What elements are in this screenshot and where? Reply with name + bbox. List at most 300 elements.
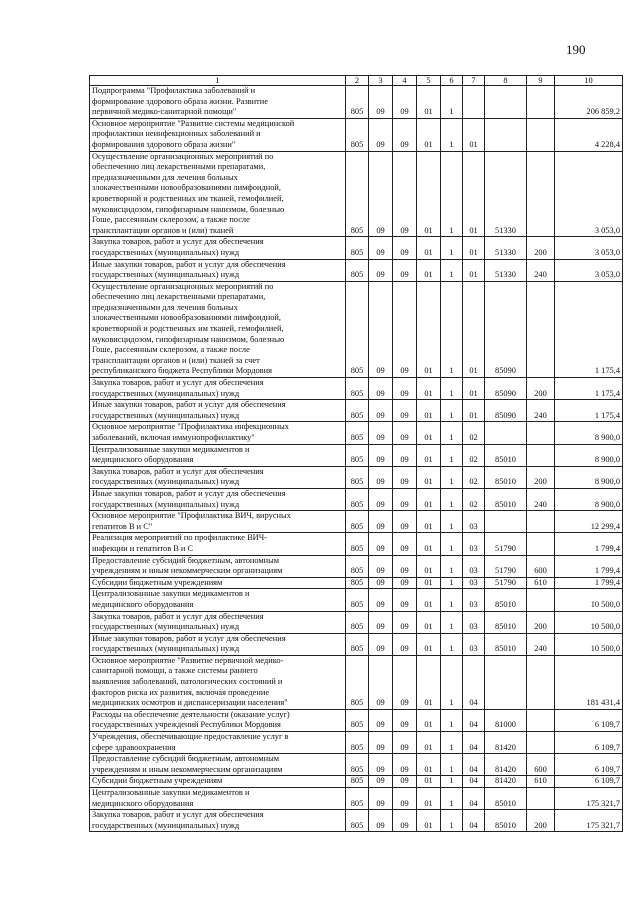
- cell-code: 09: [369, 466, 393, 488]
- cell-code: 240: [527, 633, 555, 655]
- table-row: [90, 259, 623, 281]
- table-row: [90, 788, 623, 810]
- cell-code: 85010: [485, 633, 527, 655]
- cell-code: 04: [463, 709, 485, 731]
- cell-code: 1: [441, 633, 463, 655]
- cell-code: 01: [417, 709, 441, 731]
- cell-code: 200: [527, 810, 555, 832]
- row-name: Осуществление организационных мероприятий по обеспечению лиц лекарственными препаратами, предназначенными для лечения больных злокачественными новообразованиями лимфоидной, кроветворной и родственных им тканей, гемофилией, муковисцидозом, гипофизарным нанизмом, болезнью Гоше, рассеянным склерозом, а также после трансплантации органов и (или) тканей: [90, 151, 346, 237]
- cell-code: 85010: [485, 788, 527, 810]
- cell-code: 04: [463, 810, 485, 832]
- cell-code: 01: [417, 732, 441, 754]
- row-name: Предоставление субсидий бюджетным, автономным учреждениям и иным некоммерческим организациям: [90, 754, 346, 776]
- cell-code: [527, 444, 555, 466]
- cell-code: 09: [393, 422, 417, 444]
- cell-code: 02: [463, 422, 485, 444]
- cell-amount: 1 799,4: [555, 533, 623, 555]
- cell-code: 1: [441, 118, 463, 151]
- column-header: 7: [463, 76, 485, 86]
- cell-code: 1: [441, 259, 463, 281]
- table-row: [90, 118, 623, 151]
- budget-table: [89, 75, 623, 832]
- cell-code: 09: [369, 444, 393, 466]
- cell-code: 81000: [485, 709, 527, 731]
- cell-code: 09: [393, 788, 417, 810]
- cell-code: 01: [417, 776, 441, 788]
- cell-code: 09: [393, 655, 417, 709]
- cell-amount: 1 175,4: [555, 378, 623, 400]
- cell-code: 51790: [485, 533, 527, 555]
- cell-code: 805: [346, 400, 369, 422]
- table-row: [90, 633, 623, 655]
- cell-code: 01: [463, 151, 485, 237]
- row-name: Основное мероприятие "Развитие системы медицинской профилактики неинфекционных заболеваний и формирования здорового образа жизни": [90, 118, 346, 151]
- cell-code: [527, 589, 555, 611]
- cell-amount: 10 500,0: [555, 611, 623, 633]
- cell-code: 51330: [485, 259, 527, 281]
- cell-code: 04: [463, 776, 485, 788]
- cell-code: 805: [346, 488, 369, 510]
- cell-code: 1: [441, 444, 463, 466]
- cell-code: 240: [527, 400, 555, 422]
- cell-code: 09: [393, 732, 417, 754]
- cell-code: 51330: [485, 151, 527, 237]
- cell-code: 09: [393, 589, 417, 611]
- cell-code: 805: [346, 118, 369, 151]
- cell-code: 09: [393, 444, 417, 466]
- cell-code: [527, 533, 555, 555]
- cell-code: 03: [463, 555, 485, 577]
- table-row: [90, 577, 623, 589]
- cell-code: 805: [346, 237, 369, 259]
- cell-code: 02: [463, 488, 485, 510]
- cell-code: 09: [369, 422, 393, 444]
- table-row: [90, 511, 623, 533]
- cell-code: 240: [527, 259, 555, 281]
- cell-code: 09: [393, 754, 417, 776]
- cell-code: 805: [346, 86, 369, 119]
- cell-code: 85090: [485, 378, 527, 400]
- cell-code: 01: [417, 788, 441, 810]
- table-row: [90, 611, 623, 633]
- cell-amount: 206 859,2: [555, 86, 623, 119]
- cell-code: 01: [417, 611, 441, 633]
- table-row: [90, 86, 623, 119]
- row-name: Основное мероприятие "Профилактика ВИЧ, вирусных гепатитов В и С": [90, 511, 346, 533]
- cell-amount: 3 053,0: [555, 259, 623, 281]
- row-name: Основное мероприятие "Развитие первичной медико- санитарной помощи, а также системы раннего выявления заболеваний, патологических состояний и факторов риска их развития, включая проведение медицинских осмотров и диспансеризации населения": [90, 655, 346, 709]
- cell-code: 1: [441, 611, 463, 633]
- cell-code: 1: [441, 810, 463, 832]
- cell-amount: 1 799,4: [555, 555, 623, 577]
- cell-code: 09: [369, 732, 393, 754]
- cell-code: 01: [417, 488, 441, 510]
- cell-amount: 8 900,0: [555, 466, 623, 488]
- row-name: Закупка товаров, работ и услуг для обеспечения государственных (муниципальных) нужд: [90, 237, 346, 259]
- cell-code: 01: [463, 281, 485, 377]
- cell-code: 03: [463, 633, 485, 655]
- cell-code: 09: [369, 788, 393, 810]
- cell-code: 805: [346, 378, 369, 400]
- cell-code: 1: [441, 281, 463, 377]
- row-name: Расходы на обеспечение деятельности (оказание услуг) государственных учреждений Республики Мордовия: [90, 709, 346, 731]
- cell-code: 805: [346, 444, 369, 466]
- cell-code: 09: [393, 633, 417, 655]
- column-header: 1: [90, 76, 346, 86]
- table-row: [90, 400, 623, 422]
- cell-code: [485, 86, 527, 119]
- column-header: 5: [417, 76, 441, 86]
- cell-code: 805: [346, 655, 369, 709]
- cell-code: 805: [346, 422, 369, 444]
- table-row: [90, 151, 623, 237]
- column-header: 9: [527, 76, 555, 86]
- row-name: Иные закупки товаров, работ и услуг для обеспечения государственных (муниципальных) нужд: [90, 488, 346, 510]
- cell-code: 805: [346, 732, 369, 754]
- cell-code: 09: [369, 86, 393, 119]
- cell-code: 805: [346, 754, 369, 776]
- cell-code: 01: [417, 810, 441, 832]
- cell-code: 09: [393, 259, 417, 281]
- cell-code: 04: [463, 732, 485, 754]
- cell-code: 09: [393, 281, 417, 377]
- cell-code: 805: [346, 151, 369, 237]
- cell-code: 805: [346, 810, 369, 832]
- cell-code: 09: [393, 776, 417, 788]
- cell-code: 09: [369, 237, 393, 259]
- cell-code: 03: [463, 589, 485, 611]
- cell-code: 1: [441, 422, 463, 444]
- cell-code: 805: [346, 589, 369, 611]
- table-row: [90, 444, 623, 466]
- cell-code: 1: [441, 151, 463, 237]
- table-row: [90, 466, 623, 488]
- cell-code: 1: [441, 776, 463, 788]
- row-name: Осуществление организационных мероприятий по обеспечению лиц лекарственными препаратами, предназначенными для лечения больных злокачественными новообразованиями лимфоидной, кроветворной и родственных им тканей, гемофилией, муковисцидозом, гипофизарным нанизмом, болезнью Гоше, рассеянным склерозом, а также после трансплантации органов и (или) тканей за счет республиканского бюджета Республики Мордовия: [90, 281, 346, 377]
- cell-code: 01: [463, 400, 485, 422]
- row-name: Централизованные закупки медикаментов и медицинского оборудования: [90, 444, 346, 466]
- cell-amount: 175 321,7: [555, 810, 623, 832]
- cell-code: 09: [369, 754, 393, 776]
- cell-code: 09: [393, 511, 417, 533]
- cell-code: 81420: [485, 754, 527, 776]
- cell-code: 04: [463, 754, 485, 776]
- table-row: [90, 237, 623, 259]
- column-header: 10: [555, 76, 623, 86]
- cell-code: 09: [393, 488, 417, 510]
- cell-code: 01: [417, 400, 441, 422]
- cell-code: 01: [417, 237, 441, 259]
- cell-code: [527, 86, 555, 119]
- row-name: Реализация мероприятий по профилактике ВИЧ- инфекции и гепатитов В и С: [90, 533, 346, 555]
- cell-code: 09: [393, 237, 417, 259]
- cell-code: 09: [369, 488, 393, 510]
- cell-code: 805: [346, 555, 369, 577]
- cell-code: 01: [417, 281, 441, 377]
- cell-code: 600: [527, 555, 555, 577]
- cell-code: 09: [369, 378, 393, 400]
- cell-code: 805: [346, 259, 369, 281]
- cell-code: 1: [441, 732, 463, 754]
- cell-code: 1: [441, 400, 463, 422]
- cell-code: 01: [417, 259, 441, 281]
- table-row: [90, 776, 623, 788]
- cell-code: 200: [527, 466, 555, 488]
- cell-code: 01: [417, 422, 441, 444]
- cell-code: 01: [417, 754, 441, 776]
- cell-code: [527, 511, 555, 533]
- table-row: [90, 281, 623, 377]
- cell-amount: 8 900,0: [555, 422, 623, 444]
- cell-code: 81420: [485, 732, 527, 754]
- row-name: Закупка товаров, работ и услуг для обеспечения государственных (муниципальных) нужд: [90, 466, 346, 488]
- row-name: Субсидии бюджетным учреждениям: [90, 776, 346, 788]
- cell-code: [527, 151, 555, 237]
- cell-code: 805: [346, 577, 369, 589]
- cell-code: 01: [417, 86, 441, 119]
- cell-code: 03: [463, 611, 485, 633]
- cell-code: 200: [527, 237, 555, 259]
- cell-code: 805: [346, 533, 369, 555]
- cell-code: 610: [527, 776, 555, 788]
- cell-code: [485, 422, 527, 444]
- cell-code: 09: [369, 533, 393, 555]
- cell-code: 01: [417, 655, 441, 709]
- cell-code: 85010: [485, 466, 527, 488]
- cell-code: 09: [369, 633, 393, 655]
- cell-code: 200: [527, 378, 555, 400]
- cell-code: 09: [369, 511, 393, 533]
- cell-code: 09: [393, 555, 417, 577]
- table-body: [90, 86, 623, 832]
- cell-code: 805: [346, 788, 369, 810]
- cell-code: [485, 655, 527, 709]
- cell-code: 01: [417, 589, 441, 611]
- row-name: Иные закупки товаров, работ и услуг для обеспечения государственных (муниципальных) нужд: [90, 259, 346, 281]
- cell-code: 805: [346, 776, 369, 788]
- row-name: Предоставление субсидий бюджетным, автономным учреждениям и иным некоммерческим организациям: [90, 555, 346, 577]
- cell-code: [527, 732, 555, 754]
- cell-code: 09: [369, 611, 393, 633]
- cell-code: 09: [369, 589, 393, 611]
- cell-code: 09: [369, 259, 393, 281]
- table-row: [90, 655, 623, 709]
- column-header: 2: [346, 76, 369, 86]
- cell-code: 81420: [485, 776, 527, 788]
- cell-code: 1: [441, 237, 463, 259]
- cell-code: 805: [346, 611, 369, 633]
- cell-code: [485, 118, 527, 151]
- cell-code: [527, 709, 555, 731]
- cell-code: 1: [441, 655, 463, 709]
- row-name: Централизованные закупки медикаментов и медицинского оборудования: [90, 589, 346, 611]
- cell-code: 01: [463, 118, 485, 151]
- cell-code: 1: [441, 788, 463, 810]
- cell-amount: 8 900,0: [555, 488, 623, 510]
- cell-code: 09: [393, 810, 417, 832]
- cell-code: [527, 118, 555, 151]
- cell-code: [463, 86, 485, 119]
- cell-code: 610: [527, 577, 555, 589]
- cell-code: 01: [417, 577, 441, 589]
- cell-amount: 1 175,4: [555, 281, 623, 377]
- cell-code: 805: [346, 281, 369, 377]
- column-header: 6: [441, 76, 463, 86]
- cell-code: 85010: [485, 589, 527, 611]
- table-row: [90, 589, 623, 611]
- cell-code: 51330: [485, 237, 527, 259]
- cell-code: [485, 511, 527, 533]
- cell-code: 01: [417, 633, 441, 655]
- table-row: [90, 422, 623, 444]
- cell-amount: 181 431,4: [555, 655, 623, 709]
- cell-code: 09: [369, 810, 393, 832]
- cell-code: 09: [393, 151, 417, 237]
- row-name: Закупка товаров, работ и услуг для обеспечения государственных (муниципальных) нужд: [90, 611, 346, 633]
- cell-code: 01: [417, 118, 441, 151]
- row-name: Закупка товаров, работ и услуг для обеспечения государственных (муниципальных) нужд: [90, 378, 346, 400]
- table-row: [90, 533, 623, 555]
- column-header: 8: [485, 76, 527, 86]
- cell-code: 01: [463, 378, 485, 400]
- page-number: 190: [566, 42, 586, 57]
- cell-code: 805: [346, 633, 369, 655]
- cell-amount: 4 228,4: [555, 118, 623, 151]
- cell-code: 85010: [485, 611, 527, 633]
- cell-code: 09: [393, 611, 417, 633]
- cell-code: 09: [369, 655, 393, 709]
- cell-code: 600: [527, 754, 555, 776]
- table-row: [90, 378, 623, 400]
- cell-code: 03: [463, 533, 485, 555]
- row-name: Субсидии бюджетным учреждениям: [90, 577, 346, 589]
- cell-code: 01: [417, 444, 441, 466]
- cell-code: 85010: [485, 444, 527, 466]
- cell-code: 1: [441, 754, 463, 776]
- cell-code: 01: [417, 555, 441, 577]
- cell-code: 805: [346, 511, 369, 533]
- row-name: Закупка товаров, работ и услуг для обеспечения государственных (муниципальных) нужд: [90, 810, 346, 832]
- cell-code: 09: [393, 86, 417, 119]
- row-name: Основное мероприятие "Профилактика инфекционных заболеваний, включая иммунопрофилактику": [90, 422, 346, 444]
- cell-amount: 1 799,4: [555, 577, 623, 589]
- cell-code: 1: [441, 589, 463, 611]
- cell-code: 51790: [485, 577, 527, 589]
- row-name: Централизованные закупки медикаментов и медицинского оборудования: [90, 788, 346, 810]
- cell-code: 805: [346, 709, 369, 731]
- cell-code: 09: [369, 709, 393, 731]
- column-header: 3: [369, 76, 393, 86]
- cell-code: [527, 788, 555, 810]
- cell-code: 09: [393, 118, 417, 151]
- cell-code: 02: [463, 444, 485, 466]
- cell-code: 240: [527, 488, 555, 510]
- cell-code: 1: [441, 511, 463, 533]
- cell-code: 01: [417, 466, 441, 488]
- cell-code: [527, 422, 555, 444]
- cell-code: 01: [417, 511, 441, 533]
- cell-code: 1: [441, 86, 463, 119]
- cell-amount: 10 500,0: [555, 589, 623, 611]
- cell-code: 03: [463, 511, 485, 533]
- cell-amount: 6 109,7: [555, 732, 623, 754]
- cell-code: 09: [393, 577, 417, 589]
- row-name: Иные закупки товаров, работ и услуг для обеспечения государственных (муниципальных) нужд: [90, 400, 346, 422]
- cell-code: 85010: [485, 488, 527, 510]
- row-name: Иные закупки товаров, работ и услуг для обеспечения государственных (муниципальных) нужд: [90, 633, 346, 655]
- cell-code: 01: [417, 151, 441, 237]
- cell-code: 1: [441, 466, 463, 488]
- table-row: [90, 709, 623, 731]
- cell-code: 85010: [485, 810, 527, 832]
- cell-amount: 6 109,7: [555, 709, 623, 731]
- cell-code: 200: [527, 611, 555, 633]
- cell-amount: 6 109,7: [555, 776, 623, 788]
- cell-code: 805: [346, 466, 369, 488]
- cell-amount: 3 053,0: [555, 237, 623, 259]
- cell-code: 85090: [485, 281, 527, 377]
- cell-code: 1: [441, 378, 463, 400]
- cell-code: 51790: [485, 555, 527, 577]
- cell-code: 1: [441, 488, 463, 510]
- cell-code: 09: [393, 533, 417, 555]
- table-row: [90, 754, 623, 776]
- cell-code: 1: [441, 555, 463, 577]
- cell-code: 09: [369, 151, 393, 237]
- cell-code: 03: [463, 577, 485, 589]
- cell-code: 04: [463, 788, 485, 810]
- cell-code: 09: [369, 577, 393, 589]
- table-row: [90, 488, 623, 510]
- cell-code: [527, 655, 555, 709]
- cell-amount: 8 900,0: [555, 444, 623, 466]
- cell-code: 09: [369, 281, 393, 377]
- cell-code: 85090: [485, 400, 527, 422]
- cell-code: 1: [441, 709, 463, 731]
- column-header: 4: [393, 76, 417, 86]
- cell-code: 09: [393, 709, 417, 731]
- cell-code: 09: [393, 378, 417, 400]
- cell-code: 1: [441, 577, 463, 589]
- cell-amount: 6 109,7: [555, 754, 623, 776]
- cell-amount: 3 053,0: [555, 151, 623, 237]
- cell-amount: 175 321,7: [555, 788, 623, 810]
- cell-code: 09: [393, 400, 417, 422]
- cell-code: 09: [369, 555, 393, 577]
- cell-code: 09: [369, 776, 393, 788]
- cell-amount: 12 299,4: [555, 511, 623, 533]
- cell-code: 02: [463, 466, 485, 488]
- cell-amount: 1 175,4: [555, 400, 623, 422]
- cell-code: 01: [417, 378, 441, 400]
- row-name: Учреждения, обеспечивающие предоставление услуг в сфере здравоохранения: [90, 732, 346, 754]
- cell-amount: 10 500,0: [555, 633, 623, 655]
- row-name: Подпрограмма "Профилактика заболеваний и формирование здорового образа жизни. Развитие первичной медико-санитарной помощи": [90, 86, 346, 119]
- cell-code: 01: [463, 237, 485, 259]
- cell-code: 01: [417, 533, 441, 555]
- cell-code: 09: [369, 400, 393, 422]
- cell-code: 09: [393, 466, 417, 488]
- table-row: [90, 810, 623, 832]
- cell-code: [527, 281, 555, 377]
- cell-code: 01: [463, 259, 485, 281]
- cell-code: 09: [369, 118, 393, 151]
- table-row: [90, 732, 623, 754]
- header-row: [90, 76, 623, 86]
- table-row: [90, 555, 623, 577]
- cell-code: 04: [463, 655, 485, 709]
- cell-code: 1: [441, 533, 463, 555]
